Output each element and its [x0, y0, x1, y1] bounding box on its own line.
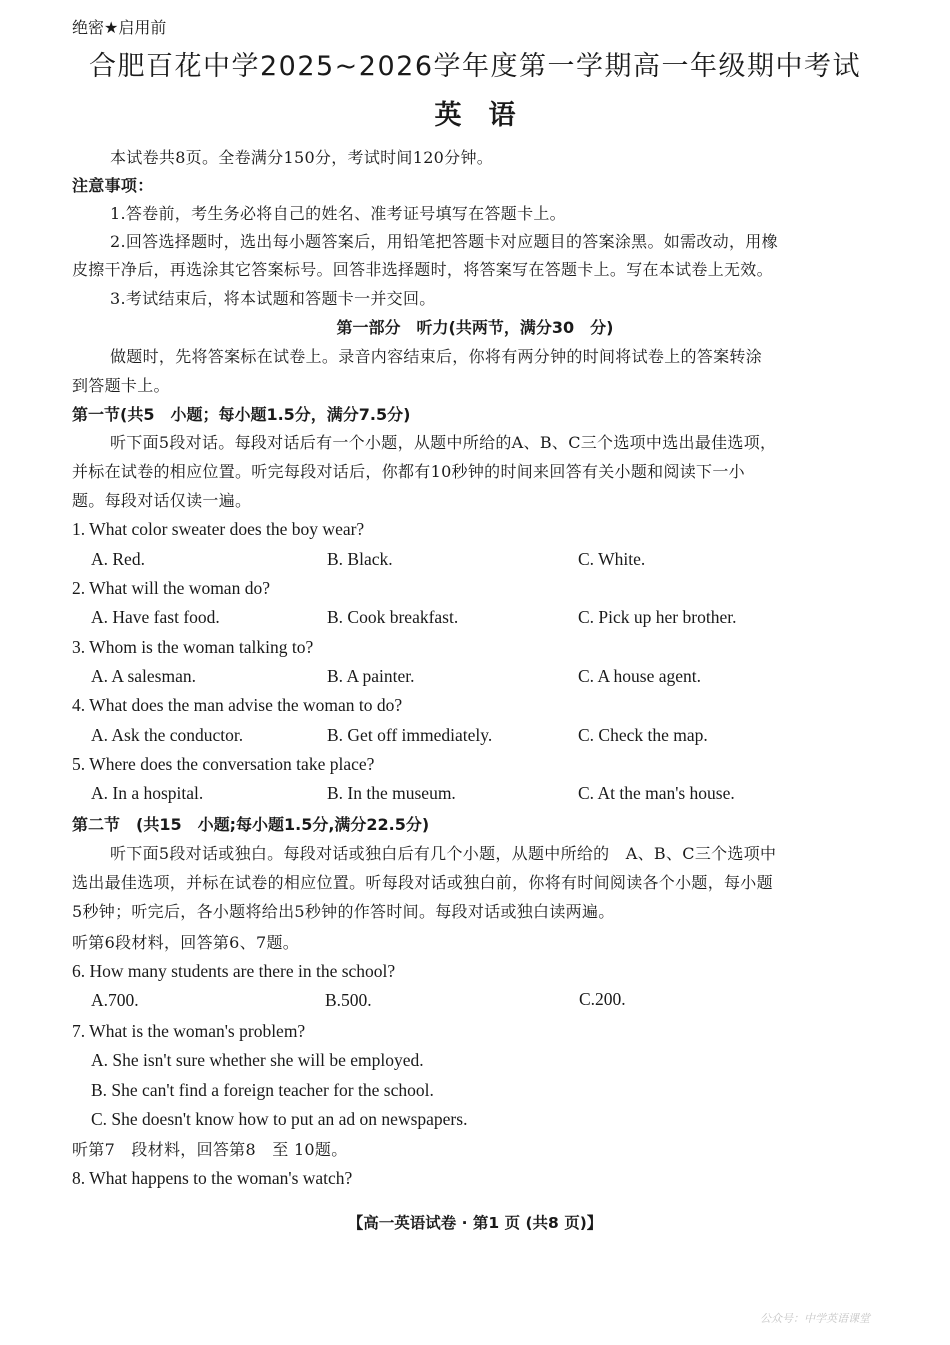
option-1b: B. Black.: [327, 549, 393, 569]
option-3b: B. A painter.: [327, 666, 415, 686]
section-one-instruction-line-2: 并标在试卷的相应位置。听完每段对话后，你都有10秒钟的时间来回答有关小题和阅读下一小: [72, 462, 745, 481]
question-7: 7. What is the woman's problem?: [72, 1021, 306, 1041]
option-6a: A.700.: [91, 990, 139, 1010]
option-5b: B. In the museum.: [327, 783, 456, 803]
watermark: 公众号：中学英语课堂: [760, 1312, 870, 1325]
question-2: 2. What will the woman do?: [72, 578, 270, 598]
option-4c: C. Check the map.: [578, 725, 708, 745]
exam-summary: 本试卷共8页。全卷满分150分，考试时间120分钟。: [110, 148, 494, 167]
section-one-heading: 第一节(共5 小题；每小题1.5分，满分7.5分): [72, 405, 411, 424]
option-2b: B. Cook breakfast.: [327, 607, 459, 627]
option-2a: A. Have fast food.: [91, 607, 220, 627]
notes-title: 注意事项：: [72, 176, 154, 195]
section-two-instruction-line-3: 5秒钟；听完后，各小题将给出5秒钟的作答时间。每段对话或独白读两遍。: [72, 902, 615, 921]
option-6b: B.500.: [325, 990, 372, 1010]
option-7b: B. She can't find a foreign teacher for the school.: [91, 1080, 434, 1100]
section-one-instruction-line-1: 听下面5段对话。每段对话后有一个小题，从题中所给的A、B、C三个选项中选出最佳选项，: [110, 433, 777, 452]
option-4a: A. Ask the conductor.: [91, 725, 244, 745]
option-5c: C. At the man's house.: [578, 783, 735, 803]
section-two-instruction-line-2: 选出最佳选项，并标在试卷的相应位置。听每段对话或独白前，你将有时间阅读各个小题，每小题: [72, 873, 773, 892]
question-8: 8. What happens to the woman's watch?: [72, 1168, 353, 1188]
option-7a: A. She isn't sure whether she will be employed.: [91, 1050, 424, 1070]
option-3a: A. A salesman.: [91, 666, 196, 686]
option-7c: C. She doesn't know how to put an ad on newspapers.: [91, 1109, 468, 1129]
option-2c: C. Pick up her brother.: [578, 607, 737, 627]
part-one-instruction-line-1: 做题时，先将答案标在试卷上。录音内容结束后，你将有两分钟的时间将试卷上的答案转涂: [110, 347, 763, 366]
question-6: 6. How many students are there in the school?: [72, 961, 396, 981]
confidential-mark: 绝密★启用前: [72, 18, 167, 37]
option-1c: C. White.: [578, 549, 646, 569]
material-7-instruction: 听第7 段材料，回答第8 至 10题。: [72, 1140, 348, 1159]
note-3: 3.考试结束后，将本试题和答题卡一并交回。: [110, 289, 436, 308]
section-two-instruction-line-1: 听下面5段对话或独白。每段对话或独白后有几个小题，从题中所给的 A、B、C三个选项中: [110, 844, 777, 863]
note-2-line-1: 2.回答选择题时，选出每小题答案后，用铅笔把答题卡对应题目的答案涂黑。如需改动，用橡: [110, 232, 778, 251]
section-one-instruction-line-3: 题。每段对话仅读一遍。: [72, 491, 252, 510]
question-1: 1. What color sweater does the boy wear?: [72, 519, 365, 539]
material-6-instruction: 听第6段材料，回答第6、7题。: [72, 933, 300, 952]
question-4: 4. What does the man advise the woman to do?: [72, 695, 403, 715]
option-4b: B. Get off immediately.: [327, 725, 493, 745]
question-3: 3. Whom is the woman talking to?: [72, 637, 314, 657]
note-2-line-2: 皮擦干净后，再选涂其它答案标号。回答非选择题时，将答案写在答题卡上。写在本试卷上无效。: [72, 260, 773, 279]
option-6c: C.200.: [579, 989, 626, 1009]
section-two-heading: 第二节 (共15 小题;每小题1.5分,满分22.5分): [72, 815, 430, 834]
note-1: 1.答卷前，考生务必将自己的姓名、准考证号填写在答题卡上。: [110, 204, 566, 223]
option-5a: A. In a hospital.: [91, 783, 204, 803]
part-one-heading: 第一部分 听力(共两节，满分30 分): [336, 318, 614, 337]
option-3c: C. A house agent.: [578, 666, 701, 686]
option-1a: A. Red.: [91, 549, 145, 569]
subject-title: 英 语: [434, 100, 516, 131]
page-footer: 【高一英语试卷 · 第1 页 (共8 页)】: [347, 1214, 603, 1232]
question-5: 5. Where does the conversation take place?: [72, 754, 375, 774]
exam-title: 合肥百花中学2025~2026学年度第一学期高一年级期中考试: [88, 51, 862, 82]
part-one-instruction-line-2: 到答题卡上。: [72, 376, 170, 395]
